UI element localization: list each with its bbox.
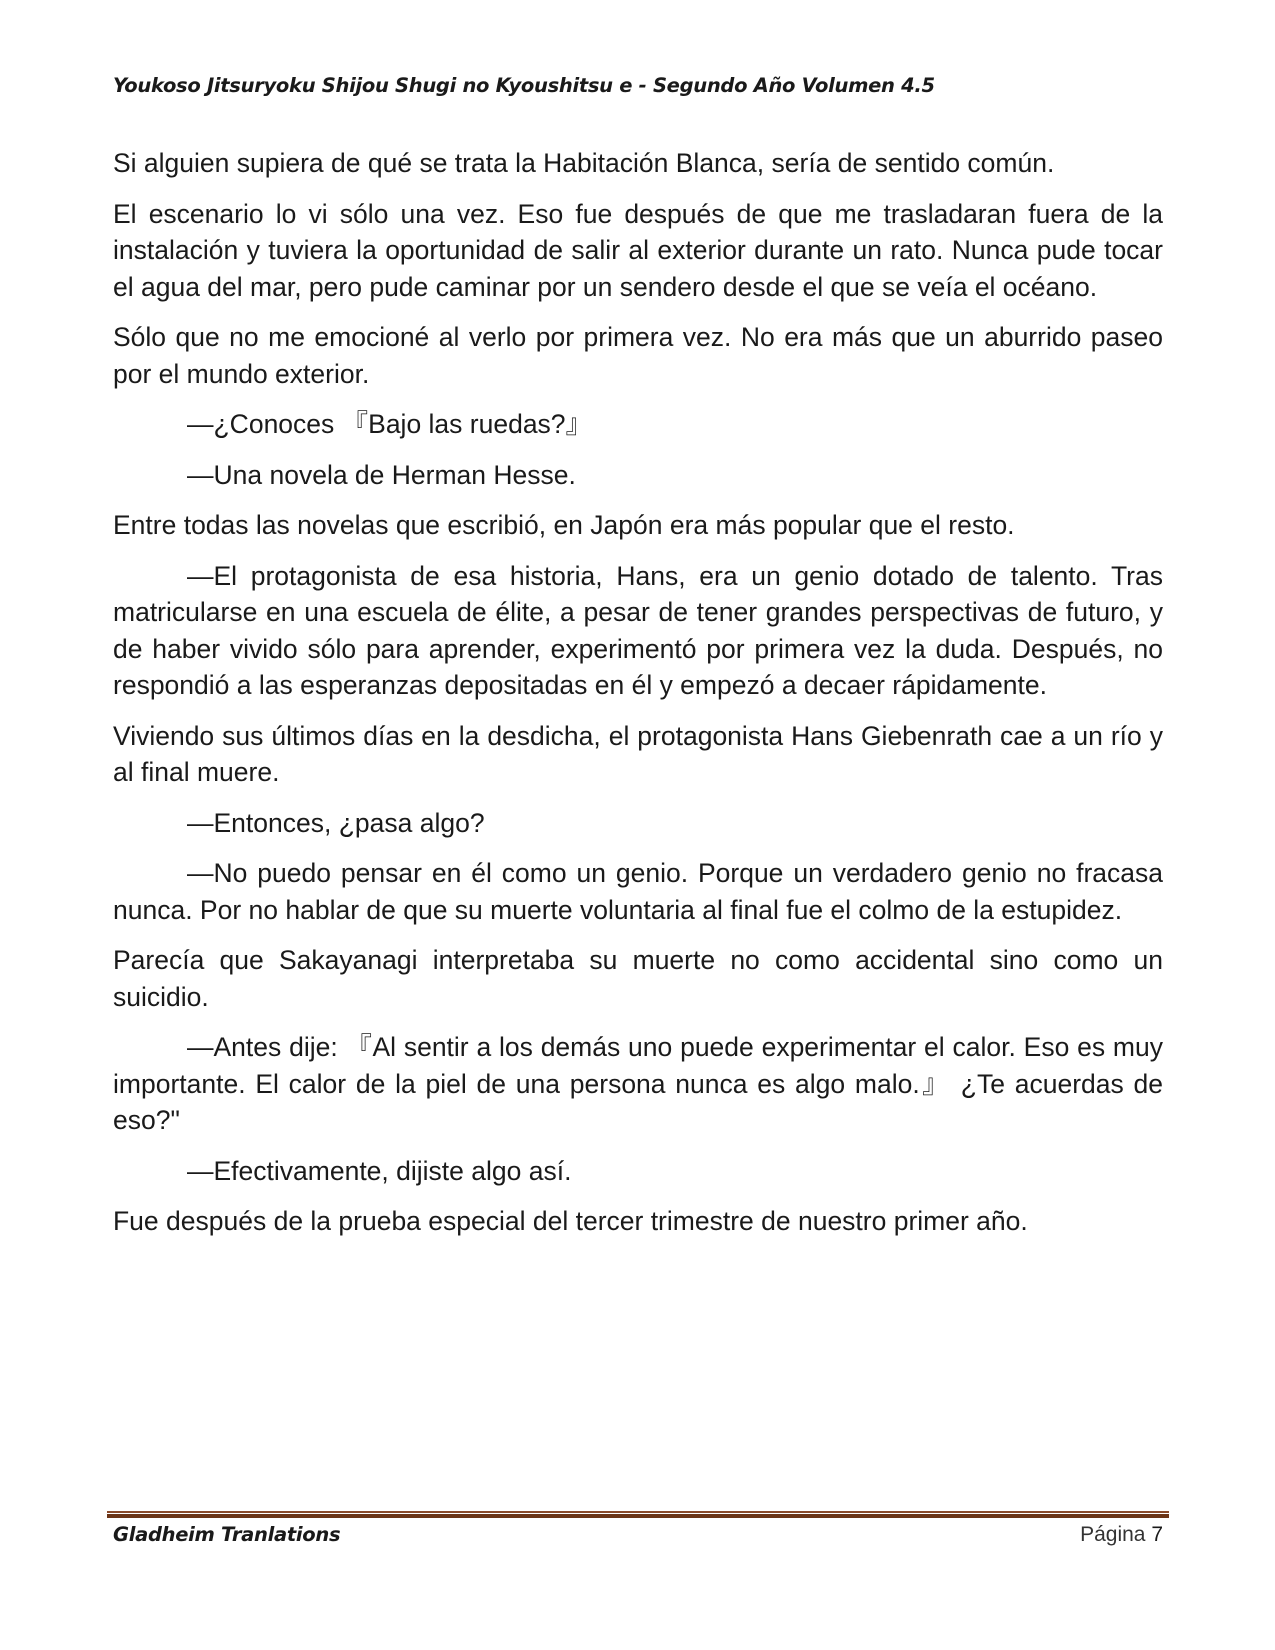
dialogue-line: —El protagonista de esa historia, Hans, era un genio dotado de talento. Tras matricularse en una escuela de élite, a pesar de tener grandes perspectivas de futuro, y de haber vivido sólo para aprender, experimentó por primera vez la duda. Después, no respondió a las esperanzas depositadas en él y empezó a decaer rápidamente. <box>113 560 1163 700</box>
page-body <box>113 145 1163 1254</box>
dialogue-line: —Efectivamente, dijiste algo así. <box>187 1155 572 1186</box>
page-label: Página <box>1080 1523 1146 1546</box>
footer-credit: Gladheim Tranlations <box>113 1523 341 1546</box>
page-header-title: Youkoso Jitsuryoku Shijou Shugi no Kyoushitsu e - Segundo Año Volumen 4.5 <box>113 74 935 97</box>
footer-divider <box>107 1511 1169 1519</box>
paragraph: Entre todas las novelas que escribió, en Japón era más popular que el resto. <box>113 510 1015 540</box>
page-number: 7 <box>1151 1523 1163 1546</box>
dialogue-line: —Antes dije: 『Al sentir a los demás uno puede experimentar el calor. Eso es muy importante. El calor de la piel de una persona nunca es algo malo.』 ¿Te acuerdas de eso?" <box>113 1032 1163 1135</box>
paragraph: Parecía que Sakayanagi interpretaba su muerte no como accidental sino como un suicidio. <box>113 945 1163 1012</box>
paragraph: El escenario lo vi sólo una vez. Eso fue después de que me trasladaran fuera de la instalación y tuviera la oportunidad de salir al exterior durante un rato. Nunca pude tocar el agua del mar, pero pude caminar por un sendero desde el que se veía el océano. <box>113 198 1163 302</box>
dialogue-line: —Una novela de Herman Hesse. <box>187 459 576 490</box>
paragraph: Viviendo sus últimos días en la desdicha, el protagonista Hans Giebenrath cae a un río y al final muere. <box>113 720 1163 787</box>
page-number-label <box>1080 1523 1163 1547</box>
paragraph: Si alguien supiera de qué se trata la Habitación Blanca, sería de sentido común. <box>113 148 1055 178</box>
dialogue-line: —¿Conoces 『Bajo las ruedas?』 <box>187 409 593 439</box>
paragraph: Sólo que no me emocioné al verlo por primera vez. No era más que un aburrido paseo por el mundo exterior. <box>113 322 1163 389</box>
dialogue-line: —Entonces, ¿pasa algo? <box>187 807 485 838</box>
dialogue-line: —No puedo pensar en él como un genio. Porque un verdadero genio no fracasa nunca. Por no hablar de que su muerte voluntaria al final fue el colmo de la estupidez. <box>113 858 1163 925</box>
paragraph: Fue después de la prueba especial del tercer trimestre de nuestro primer año. <box>113 1206 1028 1236</box>
